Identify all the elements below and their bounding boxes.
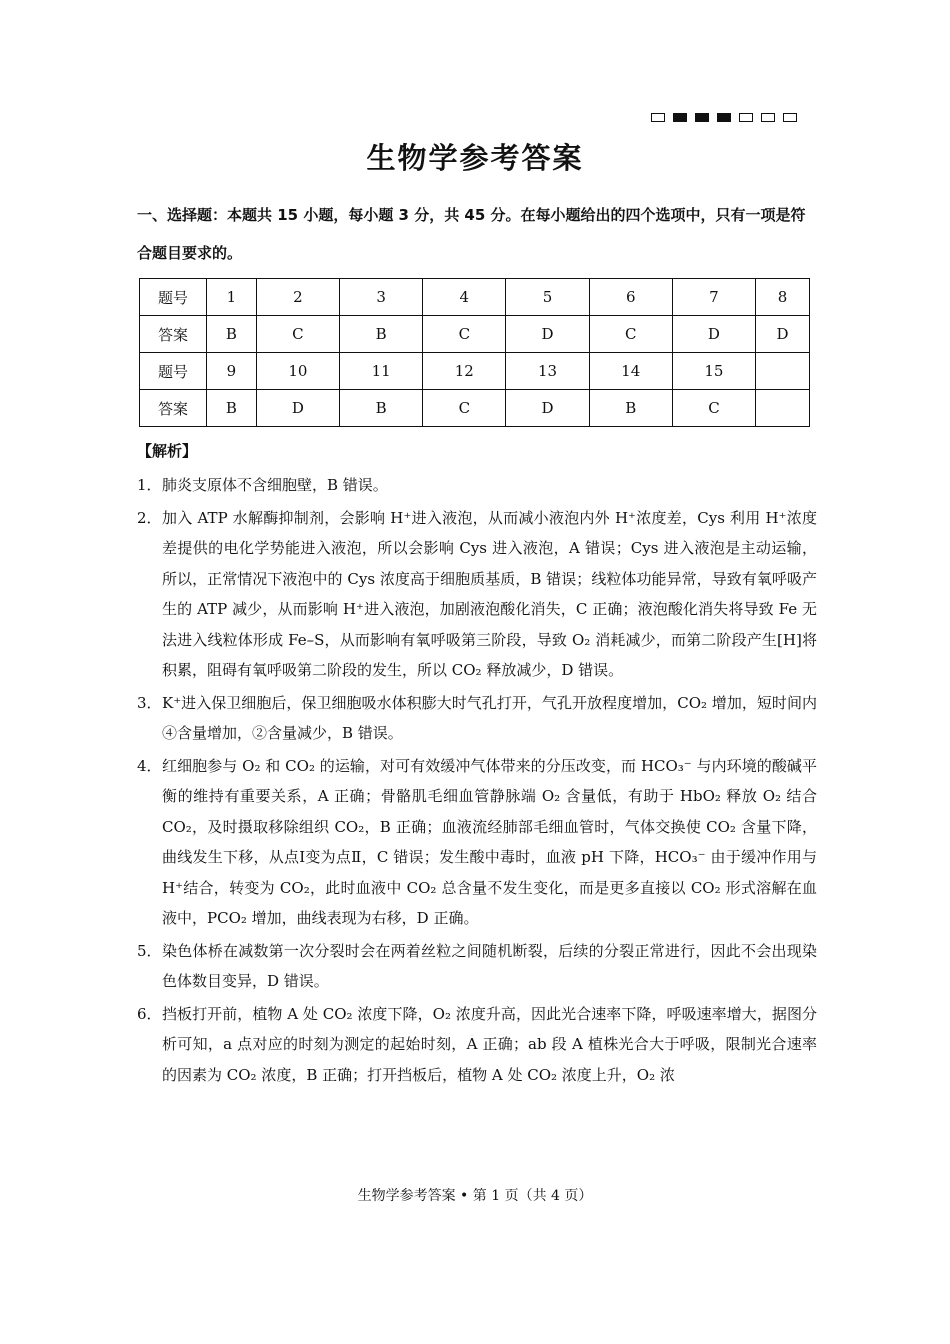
table-cell: D	[756, 316, 810, 353]
table-cell: 3	[340, 279, 423, 316]
item-number: 1．	[137, 476, 162, 494]
table-cell: B	[340, 390, 423, 427]
table-cell	[756, 353, 810, 390]
table-cell: B	[589, 390, 672, 427]
header-mark	[783, 113, 797, 122]
table-cell: 7	[672, 279, 755, 316]
explanation-list	[137, 470, 817, 1092]
table-cell: 题号	[140, 353, 207, 390]
item-text: K⁺进入保卫细胞后，保卫细胞吸水体积膨大时气孔打开，气孔开放程度增加，CO₂ 增加，短时间内④含量增加，②含量减少，B 错误。	[162, 693, 817, 742]
list-item	[137, 999, 817, 1091]
item-number: 3．	[137, 693, 162, 712]
list-item	[137, 688, 817, 749]
header-mark	[739, 113, 753, 122]
item-number: 2．	[137, 508, 162, 527]
item-number: 5．	[137, 941, 162, 960]
table-cell: 9	[207, 353, 257, 390]
table-cell: C	[672, 390, 755, 427]
item-number: 6．	[137, 1004, 162, 1023]
section-heading: 一、选择题：本题共 15 小题，每小题 3 分，共 45 分。在每小题给出的四个选项中，只有一项是符合题目要求的。	[137, 206, 806, 262]
table-cell: 题号	[140, 279, 207, 316]
header-mark	[761, 113, 775, 122]
table-cell: D	[672, 316, 755, 353]
table-cell: 2	[256, 279, 339, 316]
list-item	[137, 470, 817, 501]
analysis-label: 【解析】	[137, 442, 198, 460]
table-row	[140, 279, 810, 316]
table-cell: C	[423, 390, 506, 427]
item-text: 加入 ATP 水解酶抑制剂，会影响 H⁺进入液泡，从而减小液泡内外 H⁺浓度差，Cys 利用 H⁺浓度差提供的电化学势能进入液泡，所以会影响 Cys 进入液泡，A 错误；Cys 进入液泡是主动运输，所以，正常情况下液泡中的 Cys 浓度高于细胞质基质，B 错误；线粒体功能异常，导致有氧呼吸产生的 ATP 减少，从而影响 H⁺进入液泡，加剧液泡酸化消失，C 正确；液泡酸化消失将导致 Fe 无法进入线粒体形成 Fe–S，从而影响有氧呼吸第三阶段，导致 O₂ 消耗减少，而第二阶段产生[H]将积累，阻碍有氧呼吸第二阶段的发生，所以 CO₂ 释放减少，D 错误。	[162, 508, 817, 679]
table-cell: 14	[589, 353, 672, 390]
table-cell: D	[256, 390, 339, 427]
table-cell: B	[340, 316, 423, 353]
answer-table	[139, 278, 810, 427]
list-item	[137, 936, 817, 997]
table-cell: 5	[506, 279, 589, 316]
table-row	[140, 316, 810, 353]
page-title: 生物学参考答案	[366, 141, 584, 175]
header-mark	[651, 113, 665, 122]
table-cell: 12	[423, 353, 506, 390]
table-cell	[756, 390, 810, 427]
table-cell: 4	[423, 279, 506, 316]
table-cell: 8	[756, 279, 810, 316]
item-text: 染色体桥在减数第一次分裂时会在两着丝粒之间随机断裂，后续的分裂正常进行，因此不会出现染色体数目变异，D 错误。	[162, 941, 817, 990]
table-cell: B	[207, 316, 257, 353]
table-cell: 13	[506, 353, 589, 390]
item-text: 挡板打开前，植物 A 处 CO₂ 浓度下降，O₂ 浓度升高，因此光合速率下降，呼吸速率增大，据图分析可知，a 点对应的时刻为测定的起始时刻，A 正确；ab 段 A 植株光合大于呼吸，限制光合速率的因素为 CO₂ 浓度，B 正确；打开挡板后，植物 A 处 CO₂ 浓度上升，O₂ 浓	[162, 1004, 817, 1084]
table-cell: 答案	[140, 390, 207, 427]
table-cell: 6	[589, 279, 672, 316]
table-cell: 答案	[140, 316, 207, 353]
table-row	[140, 390, 810, 427]
header-mark	[695, 113, 709, 122]
list-item	[137, 751, 817, 934]
table-row	[140, 353, 810, 390]
table-cell: 11	[340, 353, 423, 390]
table-cell: 10	[256, 353, 339, 390]
table-cell: C	[589, 316, 672, 353]
table-cell: B	[207, 390, 257, 427]
item-text: 红细胞参与 O₂ 和 CO₂ 的运输，对可有效缓冲气体带来的分压改变，而 HCO₃⁻ 与内环境的酸碱平衡的维持有重要关系，A 正确；骨骼肌毛细血管静脉端 O₂ 含量低，有助于 HbO₂ 释放 O₂ 结合 CO₂，及时摄取移除组织 CO₂，B 正确；血液流经肺部毛细血管时，气体交换使 CO₂ 含量下降，曲线发生下移，从点Ⅰ变为点Ⅱ，C 错误；发生酸中毒时，血液 pH 下降，HCO₃⁻ 由于缓冲作用与 H⁺结合，转变为 CO₂，此时血液中 CO₂ 总含量不发生变化，而是更多直接以 CO₂ 形式溶解在血液中，PCO₂ 增加，曲线表现为右移，D 正确。	[162, 756, 817, 927]
item-number: 4．	[137, 756, 162, 775]
table-cell: 1	[207, 279, 257, 316]
table-cell: C	[423, 316, 506, 353]
list-item	[137, 503, 817, 686]
item-text: 肺炎支原体不含细胞壁，B 错误。	[162, 476, 388, 494]
page-footer: 生物学参考答案 • 第 1 页（共 4 页）	[357, 1188, 593, 1204]
table-cell: D	[506, 390, 589, 427]
header-mark	[673, 113, 687, 122]
table-cell: D	[506, 316, 589, 353]
header-mark	[717, 113, 731, 122]
table-cell: C	[256, 316, 339, 353]
header-marks	[651, 113, 797, 122]
table-cell: 15	[672, 353, 755, 390]
